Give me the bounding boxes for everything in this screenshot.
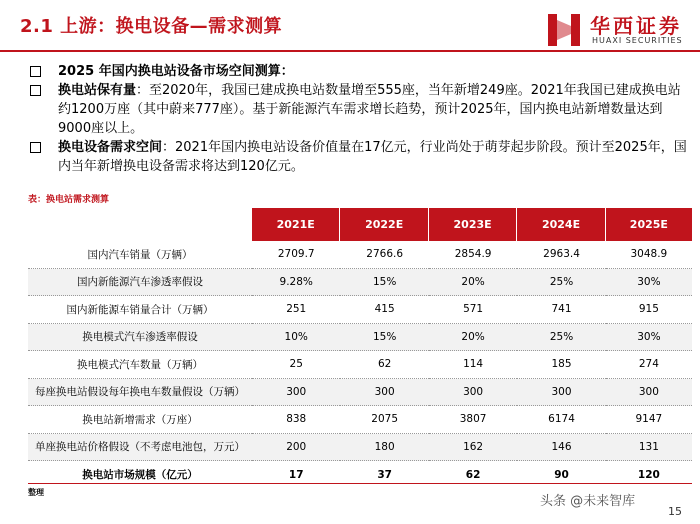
- bullet-item-market-space: [28, 62, 693, 81]
- table-cell: 30%: [606, 324, 692, 352]
- table-cell: 2075: [340, 406, 428, 434]
- table-cell: 162: [429, 434, 517, 462]
- table-cell: 20%: [429, 269, 517, 297]
- table-cell: 300: [517, 379, 605, 407]
- column-header-blank: [28, 208, 252, 241]
- table-cell: 15%: [340, 324, 428, 352]
- table-cell: 37: [340, 461, 428, 489]
- column-header-2023: 2023E: [429, 208, 517, 241]
- watermark-text: 头条 @未来智库: [540, 494, 636, 509]
- table-row-total: [28, 461, 692, 489]
- table-cell: 2963.4: [517, 241, 605, 269]
- table-cell: 415: [340, 296, 428, 324]
- table-cell: 9.28%: [252, 269, 340, 297]
- bullet-item-equipment-demand: [28, 138, 693, 176]
- watermark: [540, 490, 635, 509]
- page-number: 15: [668, 505, 682, 518]
- table-cell: 25%: [517, 269, 605, 297]
- table-cell: 62: [429, 461, 517, 489]
- table-cell: 3048.9: [606, 241, 692, 269]
- table-cell: 180: [340, 434, 428, 462]
- row-label: 换电站市场规模（亿元）: [28, 461, 252, 489]
- table-row: [28, 241, 692, 269]
- table-cell: 300: [340, 379, 428, 407]
- table-cell: 90: [517, 461, 605, 489]
- table-cell: 20%: [429, 324, 517, 352]
- table-row: [28, 269, 692, 297]
- header-divider: [0, 50, 700, 52]
- bullet-text: 2025 年国内换电站设备市场空间测算：: [58, 64, 294, 79]
- logo-english-name: HUAXI SECURITIES: [592, 36, 683, 45]
- table-cell: 146: [517, 434, 605, 462]
- table-cell: 274: [606, 351, 692, 379]
- table-cell: 300: [429, 379, 517, 407]
- row-label: 每座换电站假设每年换电车数量假设（万辆）: [28, 379, 252, 407]
- row-label: 单座换电站价格假设（不考虑电池包，万元）: [28, 434, 252, 462]
- table-cell: 200: [252, 434, 340, 462]
- footer-divider: [28, 483, 692, 484]
- table-header-row: [28, 208, 692, 241]
- row-label: 国内汽车销量（万辆）: [28, 241, 252, 269]
- column-header-2024: 2024E: [517, 208, 605, 241]
- checkbox-square-icon: [30, 142, 41, 153]
- bullet-lead: 换电设备需求空间: [58, 140, 163, 155]
- table-row: [28, 406, 692, 434]
- checkbox-square-icon: [30, 85, 41, 96]
- table-row: [28, 379, 692, 407]
- table-cell: 114: [429, 351, 517, 379]
- bullet-text: ：至2020年，我国已建成换电站数量增至555座，当年新增249座。2021年我国已建成换电站约1200万座（其中蔚来777座）。基于新能源汽车需求增长趋势，预计2025年，国内换电站新增数量达到9000座以上。: [58, 83, 681, 136]
- row-label: 换电站新增需求（万座）: [28, 406, 252, 434]
- table-cell: 838: [252, 406, 340, 434]
- table-cell: 251: [252, 296, 340, 324]
- row-label: 换电模式汽车渗透率假设: [28, 324, 252, 352]
- row-label: 国内新能源车销量合计（万辆）: [28, 296, 252, 324]
- table-cell: 62: [340, 351, 428, 379]
- page-title: 2.1 上游：换电设备—需求测算: [20, 16, 283, 37]
- table-cell: 15%: [340, 269, 428, 297]
- table-row: [28, 296, 692, 324]
- table-row: [28, 434, 692, 462]
- table-caption: 表：换电站需求测算: [28, 195, 110, 205]
- table-cell: 6174: [517, 406, 605, 434]
- table-cell: 131: [606, 434, 692, 462]
- table-cell: 300: [606, 379, 692, 407]
- table-row: [28, 351, 692, 379]
- table-cell: 571: [429, 296, 517, 324]
- table-cell: 25: [252, 351, 340, 379]
- table-cell: 120: [606, 461, 692, 489]
- row-label: 换电模式汽车数量（万辆）: [28, 351, 252, 379]
- table-cell: 25%: [517, 324, 605, 352]
- bullet-lead: 换电站保有量: [58, 83, 137, 98]
- table-cell: 3807: [429, 406, 517, 434]
- table-cell: 915: [606, 296, 692, 324]
- bullet-list: [28, 62, 693, 176]
- logo-chinese-name: 华西证券: [590, 14, 682, 38]
- table-cell: 741: [517, 296, 605, 324]
- bullet-item-station-stock: [28, 81, 693, 138]
- table-cell: 185: [517, 351, 605, 379]
- company-logo: [546, 8, 696, 50]
- table-cell: 9147: [606, 406, 692, 434]
- table-row: [28, 324, 692, 352]
- huaxi-logo-icon: [546, 12, 582, 48]
- source-note: 整理: [28, 488, 44, 497]
- table-cell: 2766.6: [340, 241, 428, 269]
- checkbox-square-icon: [30, 66, 41, 77]
- table-cell: 2854.9: [429, 241, 517, 269]
- column-header-2021: 2021E: [252, 208, 340, 241]
- table-cell: 17: [252, 461, 340, 489]
- table-cell: 2709.7: [252, 241, 340, 269]
- table-cell: 300: [252, 379, 340, 407]
- table-cell: 10%: [252, 324, 340, 352]
- bullet-text: ：2021年国内换电站设备价值量在17亿元，行业尚处于萌芽起步阶段。预计至2025年，国内当年新增换电设备需求将达到120亿元。: [58, 140, 687, 174]
- row-label: 国内新能源汽车渗透率假设: [28, 269, 252, 297]
- column-header-2022: 2022E: [340, 208, 428, 241]
- table-cell: 30%: [606, 269, 692, 297]
- column-header-2025: 2025E: [606, 208, 692, 241]
- demand-table: [28, 208, 692, 489]
